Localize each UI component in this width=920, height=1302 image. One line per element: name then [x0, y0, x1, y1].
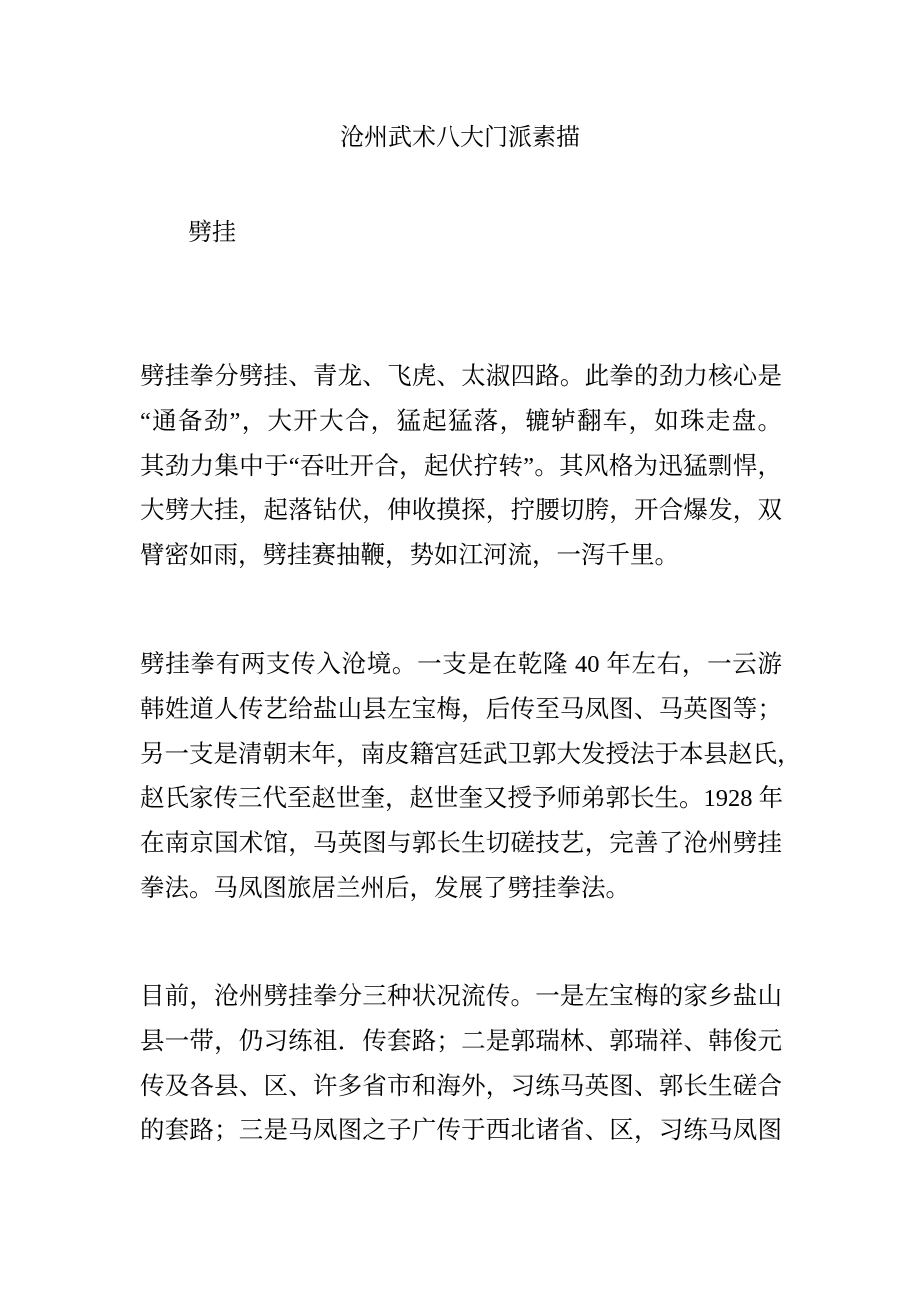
- paragraph: [140, 355, 782, 579]
- text-line: 的套路；三是马凤图之子广传于西北诸省、区，习练马凤图: [140, 1117, 782, 1145]
- paragraph: [140, 643, 802, 912]
- paragraph: [140, 975, 782, 1154]
- text-line: 赵氏家传三代至赵世奎，赵世奎又授予师弟郭长生。1928 年: [140, 785, 784, 813]
- text-line: 拳法。马凤图旅居兰州后，发展了劈挂拳法。: [140, 874, 630, 902]
- text-line: 传及各县、区、许多省市和海外，习练马英图、郭长生磋合: [140, 1072, 782, 1100]
- text-line: 在南京国术馆，马英图与郭长生切磋技艺，完善了沧州劈挂: [140, 830, 782, 858]
- text-line: 目前，沧州劈挂拳分三种状况流传。一是左宝梅的家乡盐山: [140, 983, 782, 1010]
- text-line: 劈挂拳分劈挂、青龙、飞虎、太淑四路。此拳的劲力核心是: [140, 363, 782, 390]
- text-line: 大劈大挂，起落钻伏，伸收摸探，拧腰切胯，开合爆发，双: [140, 497, 782, 525]
- text-line: 臂密如雨，劈挂赛抽鞭，势如江河流，一泻千里。: [140, 542, 679, 570]
- text-line: “通备劲”，大开大合，猛起猛落，辘轳翻车，如珠走盘。: [140, 407, 782, 435]
- text-line: 劈挂拳有两支传入沧境。一支是在乾隆 40 年左右，一云游: [140, 651, 782, 678]
- text-line: 另一支是清朝末年，南皮籍宫廷武卫郭大发授法于本县赵氏，: [140, 740, 802, 768]
- text-line: 韩姓道人传艺给盐山县左宝梅，后传至马凤图、马英图等；: [140, 695, 782, 723]
- text-line: 其劲力集中于“吞吐开合，起伏拧转”。其风格为迅猛剽悍，: [140, 452, 782, 480]
- text-line: 县一带，仍习练祖．传套路；二是郭瑞林、郭瑞祥、韩俊元: [140, 1027, 782, 1055]
- document-title: 沧州武术八大门派素描: [340, 125, 580, 151]
- section-heading: 劈挂: [188, 220, 236, 246]
